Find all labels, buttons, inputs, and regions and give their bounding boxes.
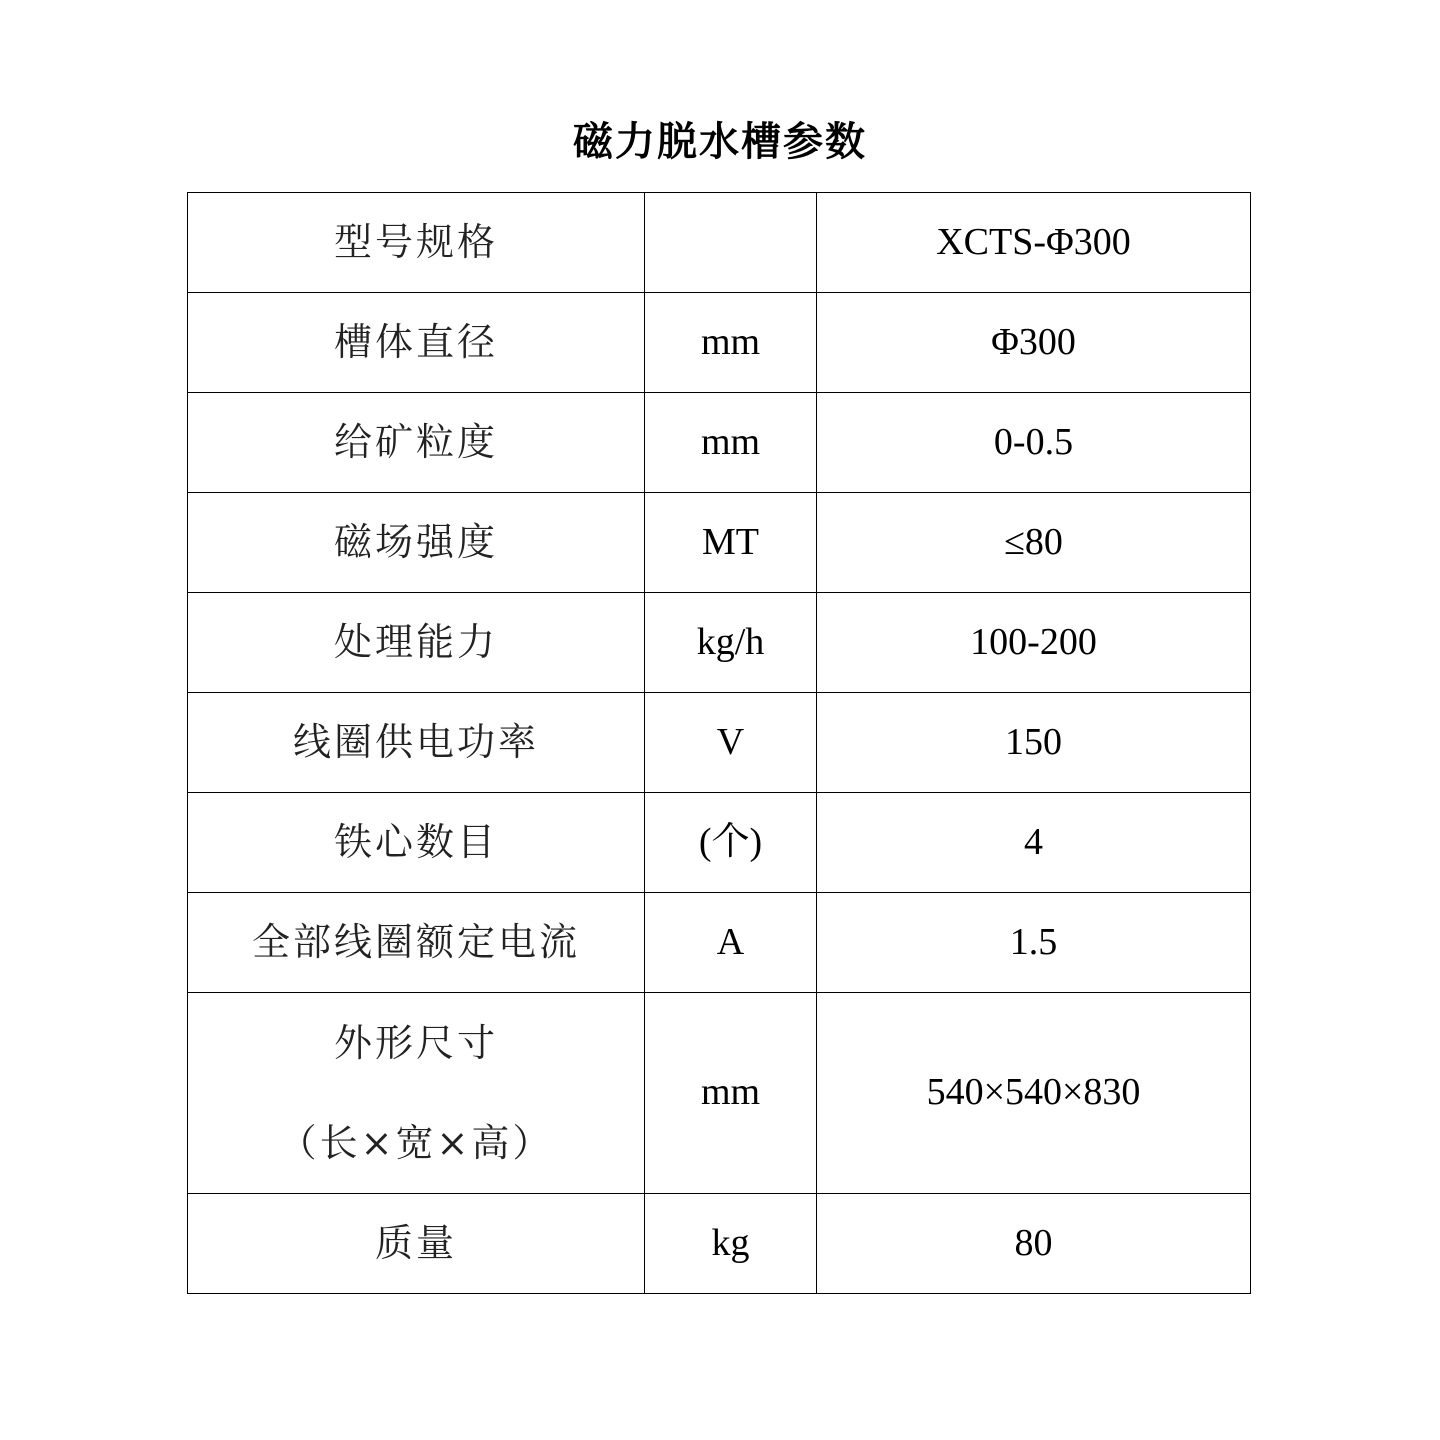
- param-value: 4: [817, 793, 1251, 893]
- param-name: 型号规格: [188, 193, 645, 293]
- param-name: 全部线圈额定电流: [188, 893, 645, 993]
- param-name: 质量: [188, 1194, 645, 1294]
- table-row: [188, 393, 1251, 493]
- table-row: [188, 793, 1251, 893]
- param-value: 1.5: [817, 893, 1251, 993]
- table-row: [188, 993, 1251, 1194]
- param-name-line2: （长×宽×高）: [278, 1121, 554, 1165]
- param-value: Φ300: [817, 293, 1251, 393]
- table-title: 磁力脱水槽参数: [573, 118, 867, 165]
- table-row: [188, 593, 1251, 693]
- spec-table: [187, 192, 1251, 1294]
- param-name: 磁场强度: [188, 493, 645, 593]
- param-unit: mm: [645, 293, 817, 393]
- param-value: ≤80: [817, 493, 1251, 593]
- table-row: [188, 693, 1251, 793]
- table-row: [188, 1194, 1251, 1294]
- table-row: [188, 193, 1251, 293]
- table-row: [188, 293, 1251, 393]
- param-unit: A: [645, 893, 817, 993]
- param-name: 处理能力: [188, 593, 645, 693]
- param-unit: (个): [645, 793, 817, 893]
- param-unit: [645, 193, 817, 293]
- table-row: [188, 493, 1251, 593]
- param-value: XCTS-Φ300: [817, 193, 1251, 293]
- param-value: 540×540×830: [817, 993, 1251, 1194]
- param-unit: kg/h: [645, 593, 817, 693]
- param-value: 150: [817, 693, 1251, 793]
- param-unit: MT: [645, 493, 817, 593]
- param-value: 100-200: [817, 593, 1251, 693]
- param-unit: mm: [645, 993, 817, 1194]
- param-value: 80: [817, 1194, 1251, 1294]
- param-name: 给矿粒度: [188, 393, 645, 493]
- param-name: 槽体直径: [188, 293, 645, 393]
- param-name-line1: 外形尺寸: [333, 1021, 498, 1065]
- param-unit: kg: [645, 1194, 817, 1294]
- table-row: [188, 893, 1251, 993]
- param-unit: mm: [645, 393, 817, 493]
- param-name: [188, 993, 645, 1194]
- param-name: 铁心数目: [188, 793, 645, 893]
- param-unit: V: [645, 693, 817, 793]
- param-value: 0-0.5: [817, 393, 1251, 493]
- param-name: 线圈供电功率: [188, 693, 645, 793]
